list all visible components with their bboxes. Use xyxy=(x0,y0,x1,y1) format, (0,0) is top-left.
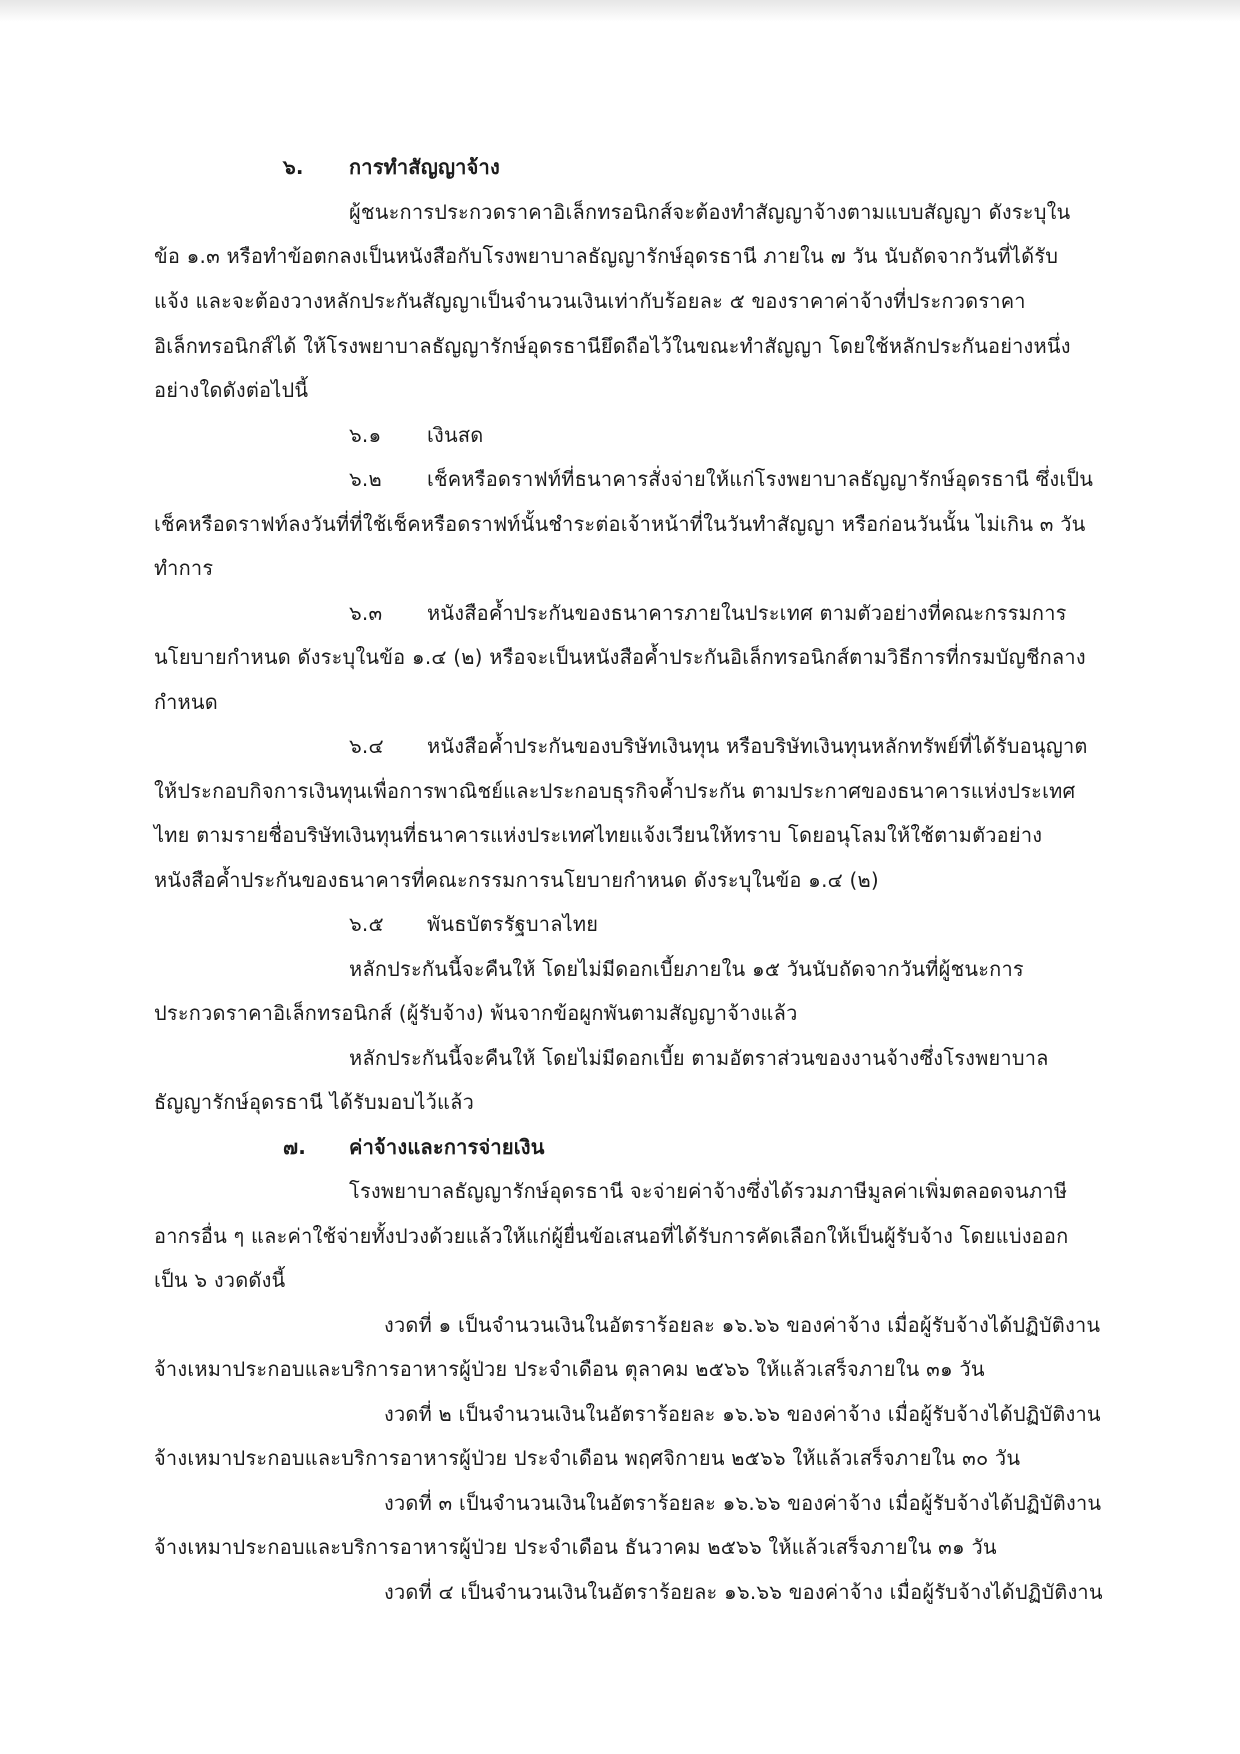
item-6-3-line-2: นโยบายกำหนด ดังระบุในข้อ ๑.๔ (๒) หรือจะเป็นหนังสือค้ำประกันอิเล็กทรอนิกส์ตามวิธีการที่กรมบัญชีกลาง xyxy=(154,645,1086,669)
s7-p1-line-1: โรงพยาบาลธัญญารักษ์อุดรธานี จะจ่ายค่าจ้างซึ่งได้รวมภาษีมูลค่าเพิ่มตลอดจนภาษี xyxy=(349,1179,1068,1203)
s7-p1-line-2: อากรอื่น ๆ และค่าใช้จ่ายทั้งปวงด้วยแล้วให้แก่ผู้ยื่นข้อเสนอที่ได้รับการคัดเลือกให้เป็นผู้รับจ้าง โดยแบ่งออก xyxy=(154,1224,1069,1248)
item-6-4-line-4: หนังสือค้ำประกันของธนาคารที่คณะกรรมการนโยบายกำหนด ดังระบุในข้อ ๑.๔ (๒) xyxy=(154,868,879,892)
item-6-4-line-2: ให้ประกอบกิจการเงินทุนเพื่อการพาณิชย์และประกอบธุรกิจค้ำประกัน ตามประกาศของธนาคารแห่งประเทศ xyxy=(154,779,1076,803)
item-6-2 xyxy=(349,464,1093,494)
item-6-3-line-3: กำหนด xyxy=(154,690,218,714)
item-6-4-line-3: ไทย ตามรายชื่อบริษัทเงินทุนที่ธนาคารแห่งประเทศไทยแจ้งเวียนให้ทราบ โดยอนุโลมให้ใช้ตามตัวอย่าง xyxy=(154,823,1043,847)
installment-2-line-1: งวดที่ ๒ เป็นจำนวนเงินในอัตราร้อยละ ๑๖.๖๖ ของค่าจ้าง เมื่อผู้รับจ้างได้ปฏิบัติงาน xyxy=(384,1402,1101,1426)
s6-p2-line-2: ประกวดราคาอิเล็กทรอนิกส์ (ผู้รับจ้าง) พ้นจากข้อผูกพันตามสัญญาจ้างแล้ว xyxy=(154,1001,798,1025)
item-6-1-text: เงินสด xyxy=(427,423,484,447)
item-6-2-line-2: เช็คหรือดราฟท์ลงวันที่ที่ใช้เช็คหรือดราฟท์นั้นชำระต่อเจ้าหน้าที่ในวันทำสัญญา หรือก่อนวันนั้น ไม่เกิน ๓ วัน xyxy=(154,512,1086,536)
item-6-4 xyxy=(349,731,1088,761)
item-6-5 xyxy=(349,909,598,939)
installment-1-line-1: งวดที่ ๑ เป็นจำนวนเงินในอัตราร้อยละ ๑๖.๖๖ ของค่าจ้าง เมื่อผู้รับจ้างได้ปฏิบัติงาน xyxy=(384,1313,1101,1337)
installment-2-line-2: จ้างเหมาประกอบและบริการอาหารผู้ป่วย ประจำเดือน พฤศจิกายน ๒๕๖๖ ให้แล้วเสร็จภายใน ๓๐ วัน xyxy=(154,1446,1021,1470)
section-7-heading xyxy=(283,1132,545,1162)
section-6-heading xyxy=(283,152,500,182)
s6-p3-line-1: หลักประกันนี้จะคืนให้ โดยไม่มีดอกเบี้ย ตามอัตราส่วนของงานจ้างซึ่งโรงพยาบาล xyxy=(349,1046,1049,1070)
item-6-1 xyxy=(349,420,483,450)
s6-p1-line-5: อย่างใดดังต่อไปนี้ xyxy=(154,378,309,402)
item-6-4-number: ๖.๔ xyxy=(349,734,384,758)
item-6-2-line-3: ทำการ xyxy=(154,556,214,580)
s6-p3-line-2: ธัญญารักษ์อุดรธานี ได้รับมอบไว้แล้ว xyxy=(154,1090,475,1114)
item-6-5-text: พันธบัตรรัฐบาลไทย xyxy=(427,912,599,936)
section-6-number: ๖. xyxy=(283,155,304,179)
installment-3-line-1: งวดที่ ๓ เป็นจำนวนเงินในอัตราร้อยละ ๑๖.๖๖ ของค่าจ้าง เมื่อผู้รับจ้างได้ปฏิบัติงาน xyxy=(384,1491,1102,1515)
section-7-title: ค่าจ้างและการจ่ายเงิน xyxy=(349,1135,545,1159)
s6-p2-line-1: หลักประกันนี้จะคืนให้ โดยไม่มีดอกเบี้ยภายใน ๑๕ วันนับถัดจากวันที่ผู้ชนะการ xyxy=(349,957,1024,981)
item-6-2-number: ๖.๒ xyxy=(349,467,382,491)
item-6-1-number: ๖.๑ xyxy=(349,423,382,447)
item-6-3-number: ๖.๓ xyxy=(349,601,383,625)
item-6-2-line-1: เช็คหรือดราฟท์ที่ธนาคารสั่งจ่ายให้แก่โรงพยาบาลธัญญารักษ์อุดรธานี ซึ่งเป็น xyxy=(427,467,1094,491)
item-6-5-number: ๖.๕ xyxy=(349,912,384,936)
installment-1-line-2: จ้างเหมาประกอบและบริการอาหารผู้ป่วย ประจำเดือน ตุลาคม ๒๕๖๖ ให้แล้วเสร็จภายใน ๓๑ วัน xyxy=(154,1357,985,1381)
scan-edge xyxy=(0,0,1240,22)
s6-p1-line-2: ข้อ ๑.๓ หรือทำข้อตกลงเป็นหนังสือกับโรงพยาบาลธัญญารักษ์อุดรธานี ภายใน ๗ วัน นับถัดจากวันที่ได้รับ xyxy=(154,244,1059,268)
item-6-3-line-1: หนังสือค้ำประกันของธนาคารภายในประเทศ ตามตัวอย่างที่คณะกรรมการ xyxy=(427,601,1067,625)
section-6-title: การทำสัญญาจ้าง xyxy=(349,155,500,179)
item-6-4-line-1: หนังสือค้ำประกันของบริษัทเงินทุน หรือบริษัทเงินทุนหลักทรัพย์ที่ได้รับอนุญาต xyxy=(427,734,1088,758)
installment-4-line-1: งวดที่ ๔ เป็นจำนวนเงินในอัตราร้อยละ ๑๖.๖๖ ของค่าจ้าง เมื่อผู้รับจ้างได้ปฏิบัติงาน xyxy=(384,1580,1103,1604)
s6-p1-line-4: อิเล็กทรอนิกส์ได้ ให้โรงพยาบาลธัญญารักษ์อุดรธานียึดถือไว้ในขณะทำสัญญา โดยใช้หลักประกันอย่างหนึ่ง xyxy=(154,334,1071,358)
installment-3-line-2: จ้างเหมาประกอบและบริการอาหารผู้ป่วย ประจำเดือน ธันวาคม ๒๕๖๖ ให้แล้วเสร็จภายใน ๓๑ วัน xyxy=(154,1535,997,1559)
section-7-number: ๗. xyxy=(283,1135,307,1159)
s6-p1-line-1: ผู้ชนะการประกวดราคาอิเล็กทรอนิกส์จะต้องทำสัญญาจ้างตามแบบสัญญา ดังระบุใน xyxy=(349,200,1071,224)
s6-p1-line-3: แจ้ง และจะต้องวางหลักประกันสัญญาเป็นจำนวนเงินเท่ากับร้อยละ ๕ ของราคาค่าจ้างที่ประกวดราคา xyxy=(154,289,1026,313)
s7-p1-line-3: เป็น ๖ งวดดังนี้ xyxy=(154,1268,286,1292)
item-6-3 xyxy=(349,598,1067,628)
